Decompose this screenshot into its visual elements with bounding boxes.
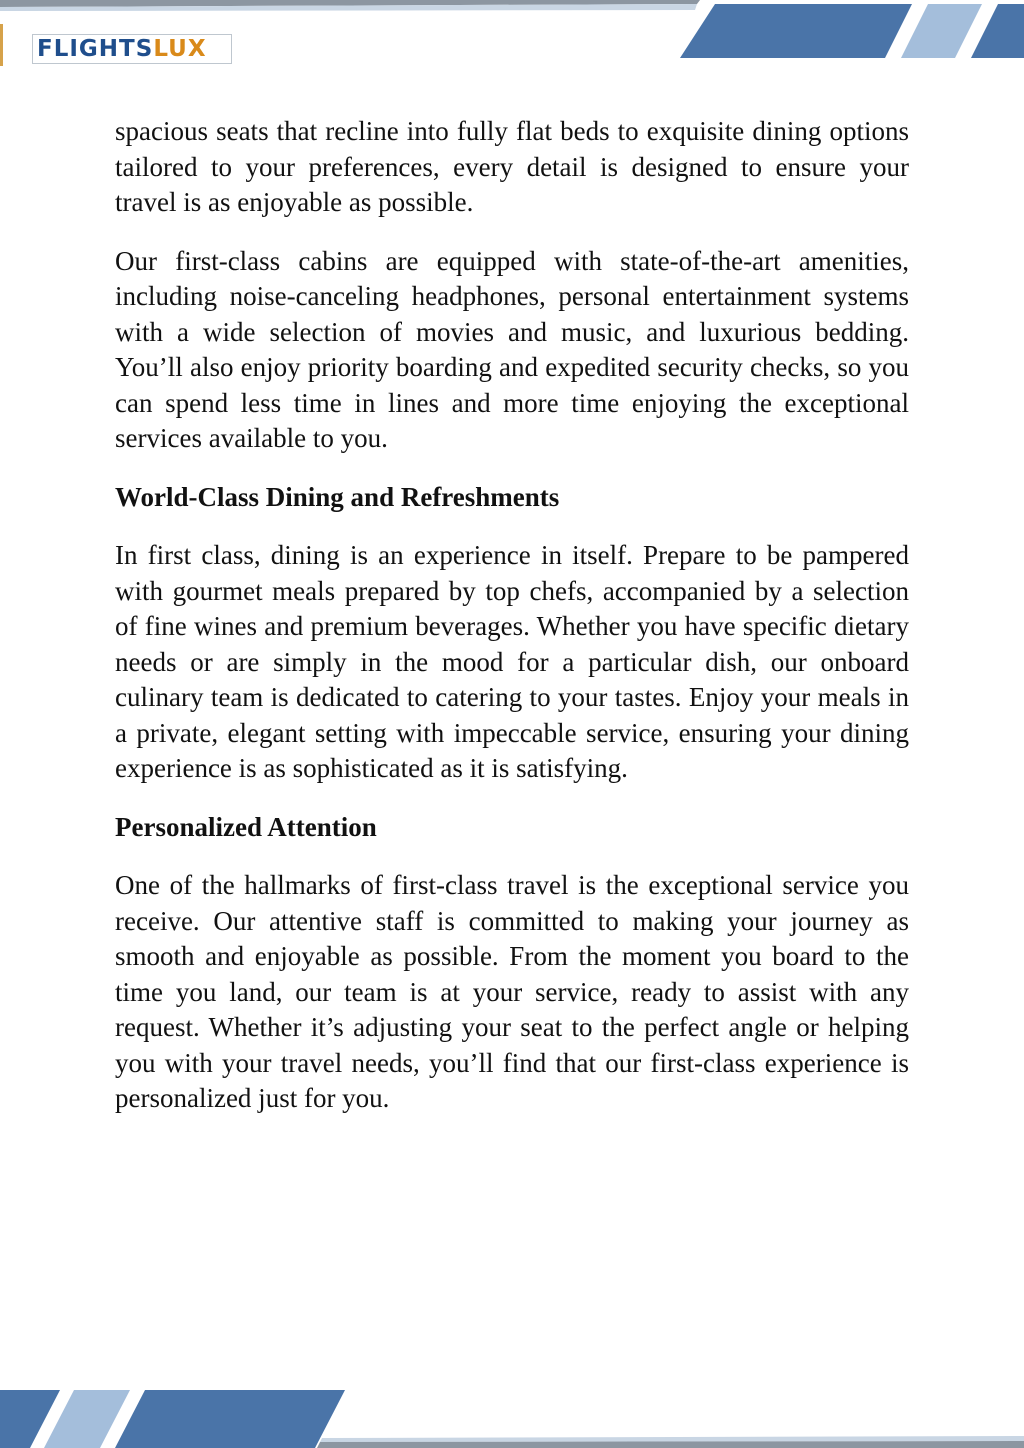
logo-text-lux: LUX [153,35,207,62]
paragraph-personalized-attention: One of the hallmarks of first-class travel is the exceptional service you receive. Our attentive staff is committed to making your journey as smooth and enjoyable as possible. From the moment you board to the time you land, our team is at your service, ready to assist with any request. Whether it’s adjusting your seat to the perfect angle or helping you with your travel needs, you’ll find that our first-class experience is personalized just for you. [115,870,909,1113]
flightslux-logo [32,34,232,64]
document-body [115,114,909,1140]
logo-text-flights: FLIGHTS [37,35,154,62]
heading-personalized-attention: Personalized Attention [115,811,377,842]
paragraph-intro-continuation: spacious seats that recline into fully flat beds to exquisite dining options tailored to your preferences, every detail is designed to ensure your travel is as enjoyable as possible. [115,116,909,217]
left-edge-marker [0,24,3,66]
bottom-gray-band [317,1441,1024,1448]
top-right-light-panel [901,4,982,58]
paragraph-dining: In first class, dining is an experience in itself. Prepare to be pampered with gourmet meals prepared by top chefs, accompanied by a selection of fine wines and premium beverages. Whether you have specific dietary needs or are simply in the mood for a particular dish, our onboard culinary team is dedicated to catering to your tastes. Enjoy your meals in a private, elegant setting with impeccable service, ensuring your dining experience is as sophisticated as it is satisfying. [115,540,909,783]
bottom-left-light-panel [44,1390,130,1448]
heading-dining: World-Class Dining and Refreshments [115,481,560,512]
bottom-left-dark-panel [115,1390,345,1448]
paragraph-cabins: Our first-class cabins are equipped with state-of-the-art amenities, including noise-canceling headphones, personal entertainment systems with a wide selection of movies and music, and luxurious bedding. You’ll also enjoy priority boarding and expedited security checks, so you can spend less time in lines and more time enjoying the exceptional services available to you. [115,245,909,453]
top-gray-band [0,0,700,7]
top-right-corner-panel [971,4,1024,58]
bottom-light-band [320,1436,1024,1442]
top-right-dark-panel [680,4,912,58]
top-light-band [0,4,697,11]
bottom-left-corner-panel [0,1390,60,1448]
